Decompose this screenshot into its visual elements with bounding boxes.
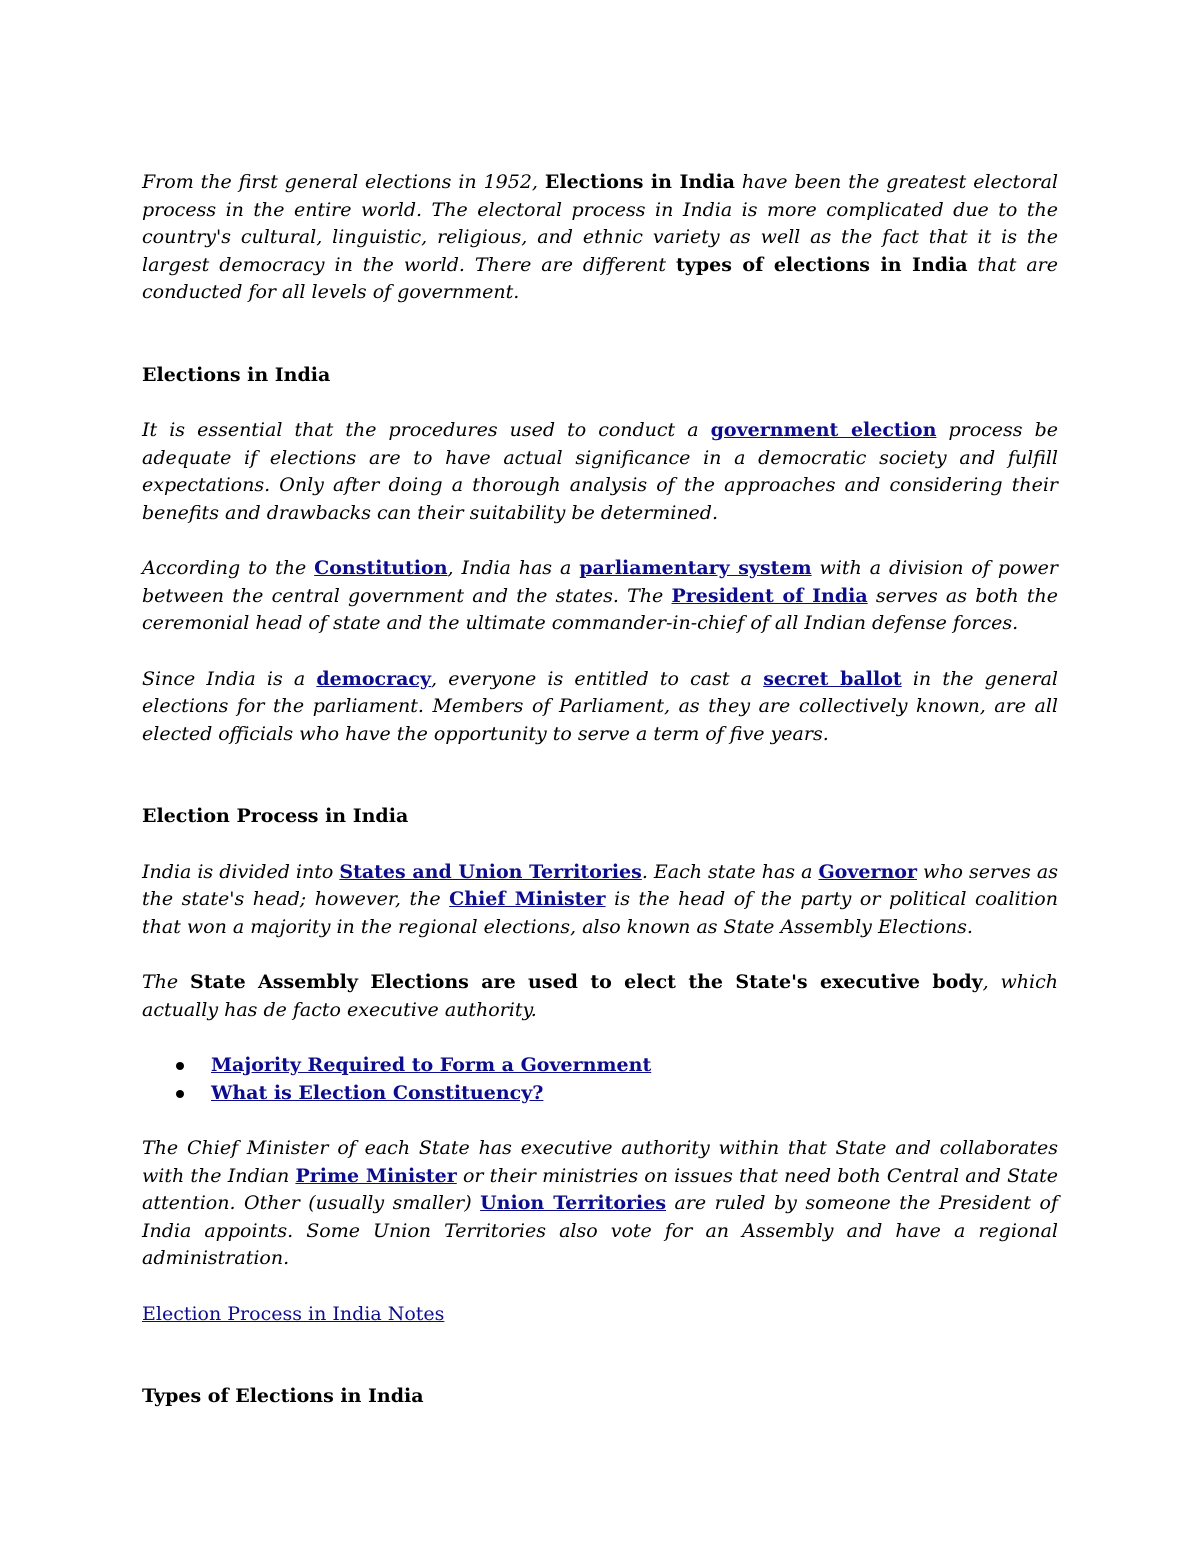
text: , everyone is entitled to cast a <box>431 667 764 690</box>
spacer <box>142 307 1058 362</box>
document-body <box>142 169 1058 1411</box>
list-item <box>142 1052 1058 1080</box>
link-secret-ballot[interactable]: secret ballot <box>763 667 902 690</box>
spacer <box>142 1024 1058 1052</box>
link-democracy[interactable]: democracy <box>316 667 432 690</box>
link-chief-minister[interactable]: Chief Minister <box>449 888 606 910</box>
bullet-icon <box>176 1062 184 1070</box>
link-parliamentary-system[interactable]: parliamentary system <box>579 557 812 579</box>
spacer <box>142 1328 1058 1383</box>
paragraph-notes-link <box>142 1301 1058 1329</box>
spacer <box>142 1107 1058 1135</box>
related-links-list <box>142 1052 1058 1107</box>
intro-bold-elections: Elections in India <box>544 171 735 193</box>
intro-text-3: that are conducted for all levels of government. <box>142 253 1058 303</box>
text: serves as both the ceremonial head of state and the ultimate commander-in-chief of all Indian defense forces. <box>142 584 1058 634</box>
intro-bold-types: types of elections in India <box>676 253 968 276</box>
text: According to the <box>142 557 315 579</box>
text: . Each state has a <box>641 860 819 883</box>
link-majority-required[interactable]: Majority Required to Form a Government <box>211 1054 652 1076</box>
link-prime-minister[interactable]: Prime Minister <box>295 1164 457 1187</box>
intro-paragraph <box>142 169 1058 307</box>
text: The <box>142 971 190 993</box>
link-election-constituency[interactable]: What is Election Constituency? <box>211 1081 544 1104</box>
spacer <box>142 389 1058 417</box>
paragraph-states-union-territories <box>142 859 1058 942</box>
link-constitution[interactable]: Constitution <box>314 557 448 579</box>
heading-elections-in-india: Elections in India <box>142 363 331 386</box>
paragraph-state-assembly <box>142 969 1058 1024</box>
heading-types-of-elections: Types of Elections in India <box>142 1385 424 1407</box>
spacer <box>142 1273 1058 1301</box>
text: is the head of the party or political coalition that won a majority in the regional elections, also known as State Assembly Elections. <box>142 888 1058 938</box>
paragraph-chief-minister-authority <box>142 1135 1058 1273</box>
spacer <box>142 941 1058 969</box>
paragraph-constitution <box>142 555 1058 638</box>
text: in the general elections for the parliament. Members of Parliament, as they are collectively known, are all elected officials who have the opportunity to serve a term of five years. <box>142 667 1058 745</box>
text: Since India is a <box>142 667 317 690</box>
text: , which actually has de facto executive authority. <box>142 971 1058 1021</box>
text: It is essential that the procedures used to conduct a <box>142 419 711 441</box>
spacer <box>142 527 1058 555</box>
text: , India has a <box>447 557 580 579</box>
text: with a division of power between the central government and the states. The <box>142 557 1059 607</box>
text: or their ministries on issues that need both Central and State attention. Other (usually smaller) <box>142 1164 1058 1214</box>
text: are ruled by someone the President of India appoints. Some Union Territories also vote for an Assembly and have a regional administration. <box>142 1192 1059 1269</box>
link-president-of-india[interactable]: President of India <box>671 584 868 607</box>
bullet-icon <box>176 1090 184 1098</box>
link-election-process-notes[interactable]: Election Process in India Notes <box>142 1302 445 1325</box>
link-states-and-union-territories[interactable]: States and Union Territories <box>339 860 642 883</box>
bold-state-assembly-elections: State Assembly Elections are used to elect the State's executive body <box>189 971 983 993</box>
paragraph-democracy <box>142 666 1058 749</box>
text: India is divided into <box>142 860 340 883</box>
intro-text-1: From the first general elections in 1952, <box>142 171 545 193</box>
text: The Chief Minister of each State has executive authority within that State and collaborates with the Indian <box>142 1137 1058 1187</box>
heading-election-process: Election Process in India <box>142 805 409 827</box>
link-union-territories[interactable]: Union Territories <box>480 1192 667 1214</box>
intro-text-2: have been the greatest electoral process in the entire world. The electoral process in India is more complicated due to the country's cultural, linguistic, religious, and ethnic variety as well as the fact that it is the largest democracy in the world. There are different <box>142 171 1059 276</box>
list-item <box>142 1080 1058 1108</box>
spacer <box>142 748 1058 803</box>
text: who serves as the state's head; however, the <box>142 860 1058 910</box>
spacer <box>142 638 1058 666</box>
text: process be adequate if elections are to have actual significance in a democratic society and fulfill expectations. Only after doing a thorough analysis of the approaches and considering their benefits and drawbacks can their suitability be determined. <box>142 419 1058 524</box>
link-government-election[interactable]: government election <box>710 419 937 441</box>
spacer <box>142 831 1058 859</box>
link-governor[interactable]: Governor <box>818 860 917 883</box>
paragraph-government-election <box>142 417 1058 527</box>
